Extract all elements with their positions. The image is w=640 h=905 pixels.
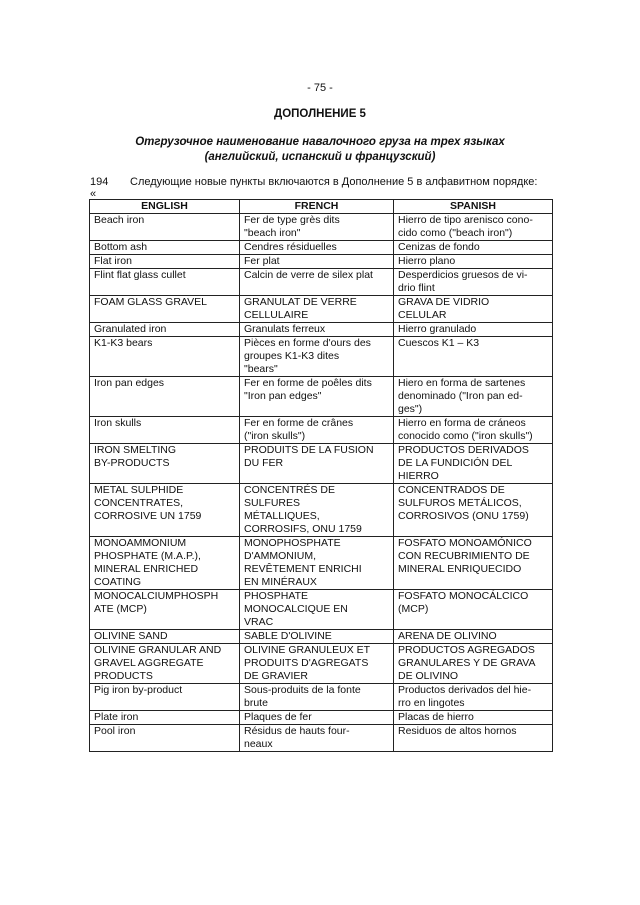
spanish-cell: Residuos de altos hornos xyxy=(394,725,553,752)
english-cell: METAL SULPHIDE CONCENTRATES, CORROSIVE UN 1759 xyxy=(90,484,240,537)
english-cell: MONOCALCIUMPHOSPH ATE (MCP) xyxy=(90,590,240,630)
spanish-cell: Productos derivados del hie- rro en lingotes xyxy=(394,684,553,711)
english-cell: Pig iron by-product xyxy=(90,684,240,711)
french-cell: Résidus de hauts four- neaux xyxy=(240,725,394,752)
spanish-cell: GRAVA DE VIDRIO CELULAR xyxy=(394,296,553,323)
french-cell: Plaques de fer xyxy=(240,711,394,725)
page-number: - 75 - xyxy=(307,82,333,94)
spanish-cell: Hierro en forma de cráneos conocido como ("iron skulls") xyxy=(394,417,553,444)
spanish-cell: FOSFATO MONOAMÓNICO CON RECUBRIMIENTO DE MINERAL ENRIQUECIDO xyxy=(394,537,553,590)
spanish-cell: Cenizas de fondo xyxy=(394,241,553,255)
opening-quote-mark: « xyxy=(90,188,97,200)
table-row xyxy=(90,484,553,537)
table-row xyxy=(90,377,553,417)
spanish-cell: PRODUCTOS DERIVADOS DE LA FUNDICIÓN DEL HIERRO xyxy=(394,444,553,484)
column-header-english: ENGLISH xyxy=(90,200,240,214)
english-cell: Iron skulls xyxy=(90,417,240,444)
spanish-cell: Cuescos K1 – K3 xyxy=(394,337,553,377)
column-header-french: FRENCH xyxy=(240,200,394,214)
french-cell: Fer de type grès dits "beach iron" xyxy=(240,214,394,241)
french-cell: Calcin de verre de silex plat xyxy=(240,269,394,296)
english-cell: Granulated iron xyxy=(90,323,240,337)
table-row xyxy=(90,684,553,711)
table-row xyxy=(90,323,553,337)
table-row xyxy=(90,630,553,644)
spanish-cell: Hierro de tipo arenisco cono- cido como ("beach iron") xyxy=(394,214,553,241)
french-cell: Fer plat xyxy=(240,255,394,269)
spanish-cell: Placas de hierro xyxy=(394,711,553,725)
table-row xyxy=(90,537,553,590)
french-cell: SABLE D'OLIVINE xyxy=(240,630,394,644)
french-cell: Pièces en forme d'ours des groupes K1-K3 dites "bears" xyxy=(240,337,394,377)
french-cell: PHOSPHATE MONOCALCIQUE EN VRAC xyxy=(240,590,394,630)
table-body xyxy=(90,214,553,752)
spanish-cell: Hiero en forma de sartenes denominado ("Iron pan ed- ges") xyxy=(394,377,553,417)
french-cell: Fer en forme de crânes ("iron skulls") xyxy=(240,417,394,444)
spanish-cell: CONCENTRADOS DE SULFUROS METÁLICOS, CORROSIVOS (ONU 1759) xyxy=(394,484,553,537)
table-row xyxy=(90,711,553,725)
french-cell: OLIVINE GRANULEUX ET PRODUITS D'AGREGATS DE GRAVIER xyxy=(240,644,394,684)
appendix-subtitle: Отгрузочное наименование навалочного груза на трех языках (английский, испанский и французский) xyxy=(135,136,505,163)
french-cell: GRANULAT DE VERRE CELLULAIRE xyxy=(240,296,394,323)
french-cell: Fer en forme de poêles dits "Iron pan edges" xyxy=(240,377,394,417)
spanish-cell: Hierro granulado xyxy=(394,323,553,337)
english-cell: Beach iron xyxy=(90,214,240,241)
spanish-cell: Desperdicios gruesos de vi- drio flint xyxy=(394,269,553,296)
english-cell: Plate iron xyxy=(90,711,240,725)
english-cell: FOAM GLASS GRAVEL xyxy=(90,296,240,323)
appendix-heading: ДОПОЛНЕНИЕ 5 xyxy=(274,108,366,120)
table-row xyxy=(90,444,553,484)
english-cell: Bottom ash xyxy=(90,241,240,255)
english-cell: Pool iron xyxy=(90,725,240,752)
spanish-cell: ARENA DE OLIVINO xyxy=(394,630,553,644)
table-row xyxy=(90,337,553,377)
french-cell: CONCENTRÉS DE SULFURES MÉTALLIQUES, CORROSIFS, ONU 1759 xyxy=(240,484,394,537)
english-cell: IRON SMELTING BY-PRODUCTS xyxy=(90,444,240,484)
french-cell: Cendres résiduelles xyxy=(240,241,394,255)
table-row xyxy=(90,269,553,296)
english-cell: OLIVINE SAND xyxy=(90,630,240,644)
table-row xyxy=(90,644,553,684)
table-row xyxy=(90,417,553,444)
french-cell: MONOPHOSPHATE D'AMMONIUM, REVÊTEMENT ENRICHI EN MINÉRAUX xyxy=(240,537,394,590)
english-cell: MONOAMMONIUM PHOSPHATE (M.A.P.), MINERAL ENRICHED COATING xyxy=(90,537,240,590)
english-cell: K1-K3 bears xyxy=(90,337,240,377)
spanish-cell: Hierro plano xyxy=(394,255,553,269)
table-row xyxy=(90,241,553,255)
table-header-row xyxy=(90,200,553,214)
table-row xyxy=(90,725,553,752)
french-cell: Granulats ferreux xyxy=(240,323,394,337)
english-cell: OLIVINE GRANULAR AND GRAVEL AGGREGATE PRODUCTS xyxy=(90,644,240,684)
english-cell: Flat iron xyxy=(90,255,240,269)
english-cell: Iron pan edges xyxy=(90,377,240,417)
table-row xyxy=(90,255,553,269)
table-row xyxy=(90,296,553,323)
paragraph-number: 194 xyxy=(90,176,109,188)
french-cell: PRODUITS DE LA FUSION DU FER xyxy=(240,444,394,484)
table-row xyxy=(90,590,553,630)
cargo-names-table xyxy=(89,199,553,752)
spanish-cell: FOSFATO MONOCÁLCICO (MCP) xyxy=(394,590,553,630)
paragraph-text: Следующие новые пункты включаются в Дополнение 5 в алфавитном порядке: xyxy=(130,176,538,188)
french-cell: Sous-produits de la fonte brute xyxy=(240,684,394,711)
table-row xyxy=(90,214,553,241)
english-cell: Flint flat glass cullet xyxy=(90,269,240,296)
spanish-cell: PRODUCTOS AGREGADOS GRANULARES Y DE GRAVA DE OLIVINO xyxy=(394,644,553,684)
column-header-spanish: SPANISH xyxy=(394,200,553,214)
